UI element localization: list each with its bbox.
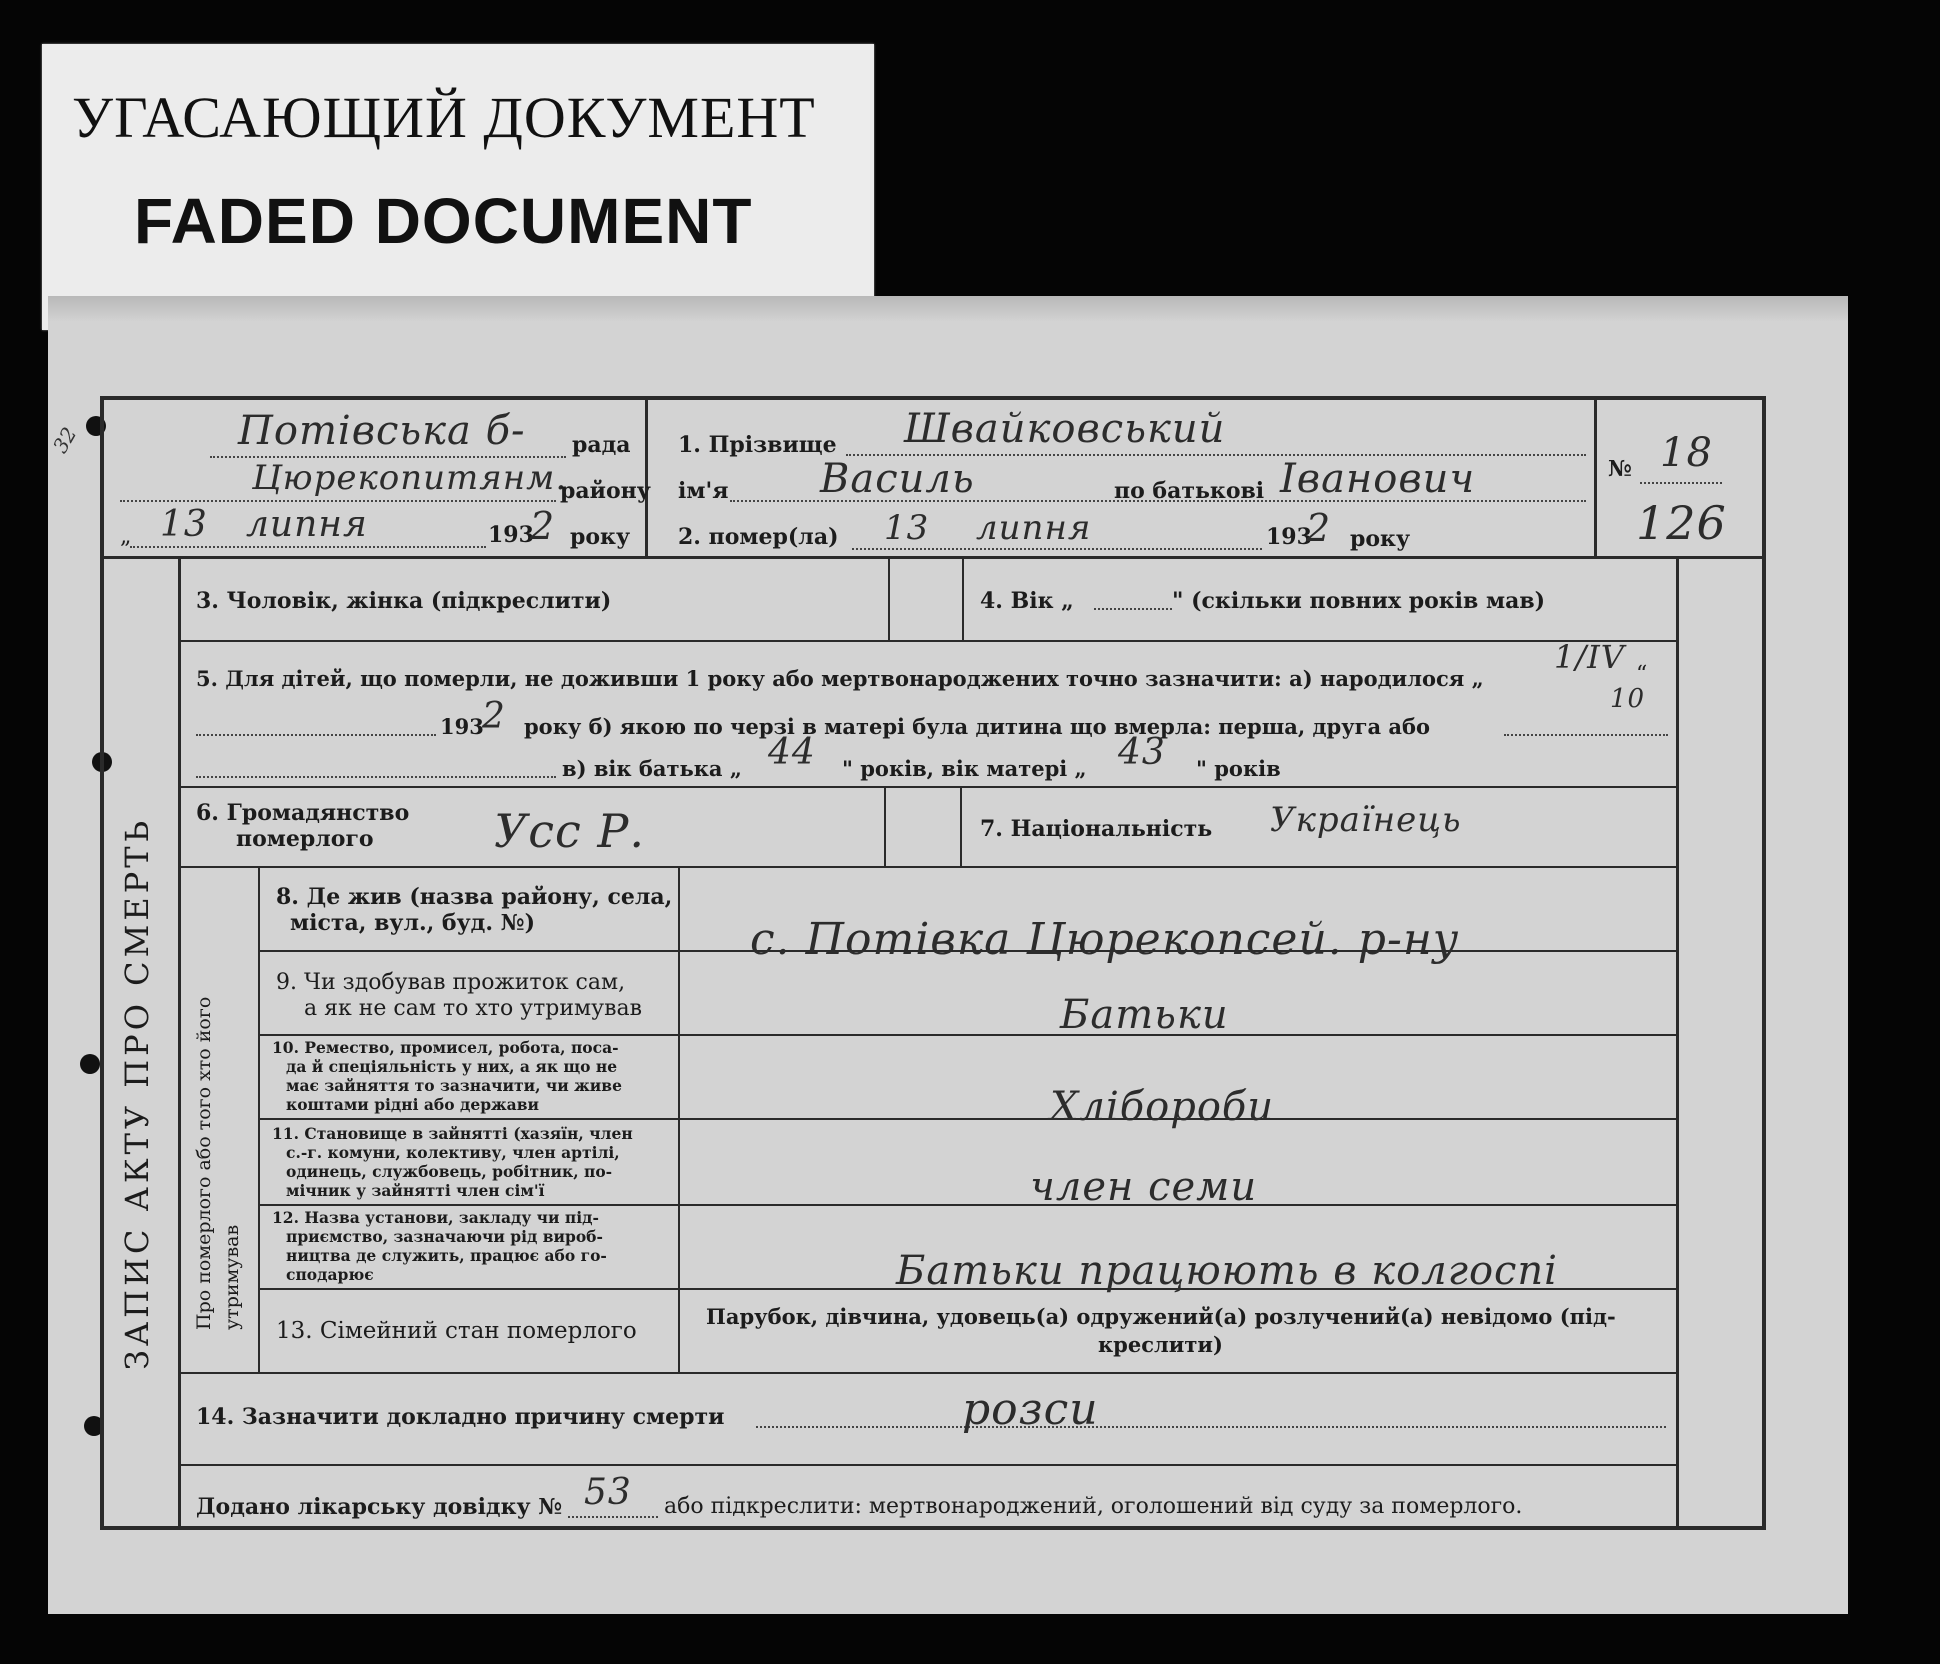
row13-label: 13. Сімейний стан померлого <box>276 1318 637 1344</box>
row11-label4: мічник у зайнятті член сім'ї <box>286 1181 545 1200</box>
row14-label: 14. Зазначити докладно причину смерти <box>196 1404 725 1430</box>
number-label: № <box>1608 456 1632 482</box>
fill-line <box>730 500 1586 502</box>
died-label: 2. помер(ла) <box>678 524 839 550</box>
year-suffix: року <box>570 524 631 550</box>
citizenship-handwritten: Усс Р. <box>494 804 645 858</box>
divider <box>100 556 1766 559</box>
district-label: району <box>560 478 651 504</box>
side-subtitle: Про померлого або того хто його утримував <box>193 996 243 1330</box>
label-en: FADED DOCUMENT <box>134 185 753 257</box>
row10-label1: 10. Ремество, промисел, робота, поса- <box>272 1038 619 1057</box>
fill-line <box>1640 482 1722 484</box>
row3-label: 3. Чоловік, жінка (підкреслити) <box>196 588 612 614</box>
row8-label1: 8. Де жив (назва району, села, <box>276 884 673 910</box>
divider <box>178 786 1678 788</box>
divider <box>962 556 964 640</box>
row5-line1: 5. Для дітей, що померли, не доживши 1 року або мертвонароджених точно зазначити: а) народилося „ <box>196 666 1484 691</box>
row10-label2: да й спеціяльність у них, а як що не <box>286 1057 618 1076</box>
row10-label4: коштами рідні або держави <box>286 1095 539 1114</box>
divider <box>258 1118 1678 1120</box>
faded-document-label <box>42 44 874 330</box>
fill-line <box>852 548 1262 550</box>
name-label: ім'я <box>678 478 729 504</box>
died-year-suffix: року <box>1350 526 1411 552</box>
residence-handwritten: с. Потівка Цюрекопсей. р-ну <box>750 914 1460 965</box>
nationality-handwritten: Українець <box>1270 800 1462 840</box>
row13-value1: Парубок, дівчина, удовець(а) одружений(а) розлучений(а) невідомо (під- <box>706 1304 1616 1329</box>
row11-label3: одинець, службовець, робітник, по- <box>286 1162 613 1181</box>
row9-label2: а як не сам то хто утримував <box>304 996 642 1021</box>
district-handwritten: Цюрекопитянм. <box>252 458 568 498</box>
row11-label1: 11. Становище в зайнятті (хазяїн, член <box>272 1124 633 1143</box>
born-handwritten: 1/IV <box>1554 638 1625 676</box>
fill-line <box>1094 608 1172 610</box>
row5-year-handwritten: 2 <box>482 696 506 737</box>
row4-label-b: " (скільки повних років мав) <box>1172 588 1546 614</box>
divider <box>178 1464 1678 1466</box>
fill-line <box>196 734 436 736</box>
row5-father-label: в) вік батька „ <box>562 756 742 781</box>
row8-label2: міста, вул., буд. №) <box>290 910 535 936</box>
row10-label3: має зайняття то зазначити, чи живе <box>286 1076 622 1095</box>
father-age-handwritten: 44 <box>768 732 816 773</box>
fill-line <box>1504 734 1668 736</box>
fill-line <box>120 500 556 502</box>
row12-label1: 12. Назва установи, закладу чи під- <box>272 1208 599 1227</box>
died-month-handwritten: липня <box>976 508 1092 548</box>
divider <box>888 556 890 640</box>
patronymic-handwritten: Іванович <box>1280 456 1476 502</box>
fill-line <box>130 546 486 548</box>
quote-mark: „ <box>120 524 132 549</box>
support-handwritten: Батьки <box>1060 992 1229 1038</box>
row6-label2: померлого <box>236 826 374 852</box>
label-ru: УГАСАЮЩИЙ ДОКУМЕНТ <box>72 85 816 150</box>
divider <box>1594 400 1597 556</box>
year-digit-handwritten: 2 <box>530 504 556 548</box>
died-year: 193 <box>1266 524 1312 550</box>
patronymic-label: по батькові <box>1114 478 1265 504</box>
fill-line <box>568 1516 658 1518</box>
side-title: ЗАПИС АКТУ ПРО СМЕРТЬ <box>118 816 156 1370</box>
year-prefix: 193 <box>488 522 534 548</box>
occupation-handwritten: Хлібороби <box>1050 1084 1275 1130</box>
surname-handwritten: Швайковський <box>904 406 1226 452</box>
council-label: рада <box>572 432 631 458</box>
row5-line2: року б) якою по черзі в матері була дитина що вмерла: перша, друга або <box>524 714 1431 739</box>
divider <box>178 640 1678 642</box>
died-year-digit-handwritten: 2 <box>1306 506 1332 550</box>
quote-mark: “ <box>1636 662 1648 687</box>
row13-value2: креслити) <box>1098 1332 1223 1357</box>
name-handwritten: Василь <box>820 456 975 502</box>
number-handwritten: 18 <box>1660 430 1713 476</box>
row9-label1: 9. Чи здобував прожиток сам, <box>276 970 626 995</box>
row7-label: 7. Національність <box>980 816 1213 842</box>
died-day-handwritten: 13 <box>884 508 930 548</box>
council-handwritten: Потівська б- <box>238 408 526 454</box>
divider <box>960 786 962 866</box>
row4-label-a: 4. Вік „ <box>980 588 1074 614</box>
divider <box>258 1034 1678 1036</box>
employment-status-handwritten: член семи <box>1030 1164 1258 1210</box>
number2-handwritten: 126 <box>1636 496 1727 550</box>
row5-mother-label: " років, вік матері „ <box>842 756 1087 781</box>
paper-edge <box>48 296 1848 322</box>
divider <box>884 786 886 866</box>
footer-label-b: або підкреслити: мертвонароджений, оголошений від суду за померлого. <box>664 1494 1523 1519</box>
divider <box>178 556 181 1526</box>
fill-line <box>196 776 556 778</box>
row5-years-label: " років <box>1196 756 1281 781</box>
row5-year: 193 <box>440 714 484 739</box>
mother-age-handwritten: 43 <box>1118 732 1166 773</box>
row12-label2: приємство, зазначаючи рід вироб- <box>286 1227 603 1246</box>
divider <box>178 1372 1678 1374</box>
certificate-handwritten: 53 <box>584 1472 632 1513</box>
date-day-handwritten: 13 <box>160 504 208 545</box>
row12-label4: сподарює <box>286 1265 374 1284</box>
born-handwritten-2: 10 <box>1610 684 1646 714</box>
workplace-handwritten: Батьки працюють в колгоспі <box>896 1248 1558 1294</box>
divider <box>1676 556 1679 1526</box>
surname-label: 1. Прізвище <box>678 432 837 458</box>
punch-hole-icon <box>80 1054 100 1074</box>
footer-label-a: Додано лікарську довідку № <box>196 1494 563 1520</box>
row11-label2: с.-г. комуни, колективу, член артілі, <box>286 1143 620 1162</box>
divider <box>178 866 1678 868</box>
fill-line <box>756 1426 1666 1428</box>
cause-handwritten: розси <box>962 1384 1099 1435</box>
row6-label1: 6. Громадянство <box>196 800 410 826</box>
margin-note: 32 <box>47 422 82 458</box>
date-month-handwritten: липня <box>246 504 368 545</box>
row12-label3: ництва де служить, працює або го- <box>286 1246 607 1265</box>
divider <box>258 1204 1678 1206</box>
